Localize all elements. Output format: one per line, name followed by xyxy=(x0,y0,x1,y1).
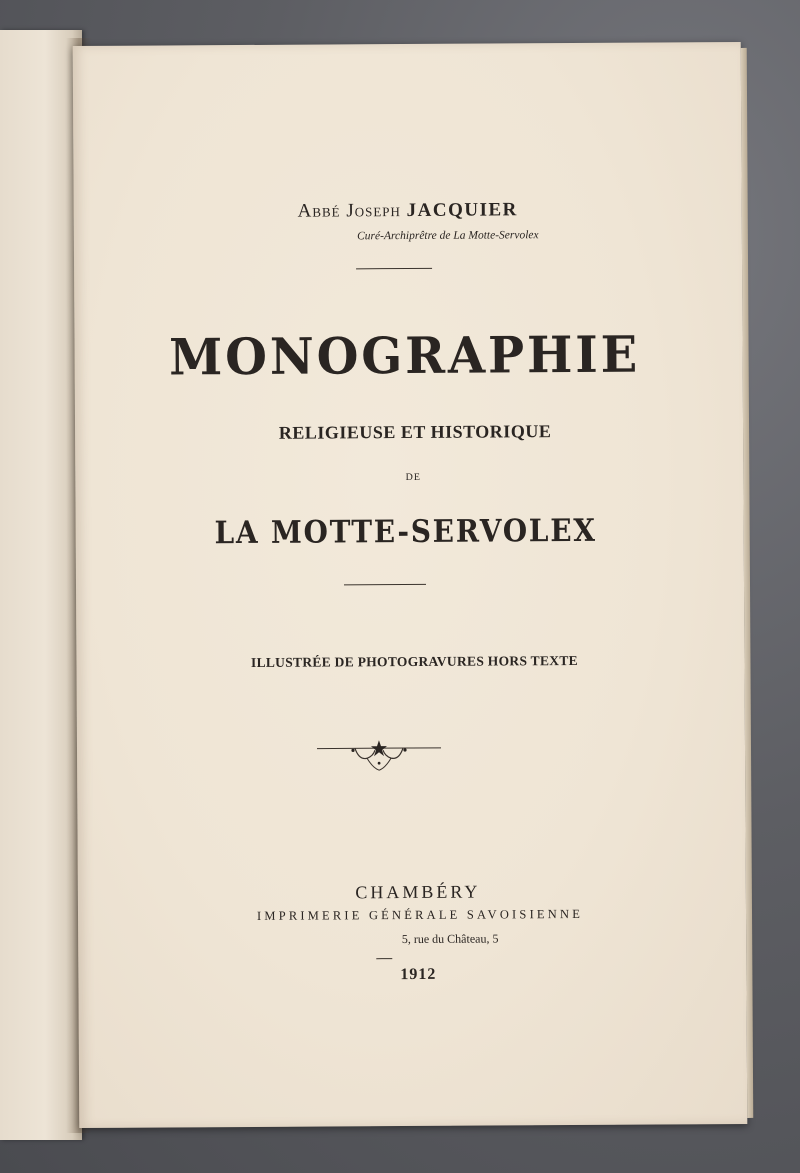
author-line xyxy=(74,198,742,224)
divider-top xyxy=(356,268,432,269)
publication-year: 1912 xyxy=(400,965,437,984)
publisher-name: IMPRIMERIE GÉNÉRALE SAVOISIENNE xyxy=(256,906,584,923)
conjunction: DE xyxy=(405,471,422,484)
book-title: MONOGRAPHIE xyxy=(168,324,641,387)
illustration-note: ILLUSTRÉE DE PHOTOGRAVURES HORS TEXTE xyxy=(250,652,578,670)
divider-middle xyxy=(344,584,426,586)
book-subtitle: RELIGIEUSE ET HISTORIQUE xyxy=(278,421,552,443)
divider-year xyxy=(376,958,392,959)
author-role: Curé-Archiprêtre de La Motte-Servolex xyxy=(357,229,539,243)
publisher-city: CHAMBÉRY xyxy=(355,881,481,903)
author-prefix: Abbé Joseph xyxy=(297,200,401,222)
title-page xyxy=(73,42,748,1128)
publisher-address: 5, rue du Château, 5 xyxy=(401,931,499,947)
floral-ornament-icon xyxy=(317,736,441,777)
place-name: LA MOTTE-SERVOLEX xyxy=(214,512,597,552)
author-surname: JACQUIER xyxy=(406,199,518,222)
